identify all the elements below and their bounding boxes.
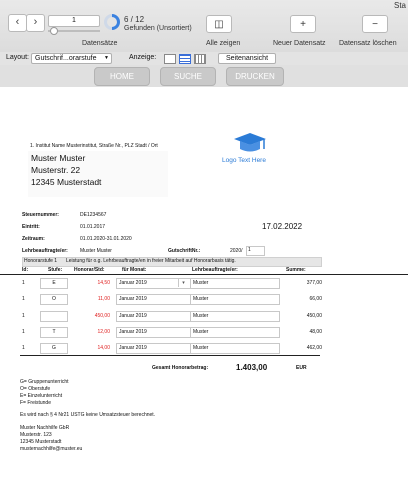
header-rate: Honorar/Std: <box>74 267 105 273</box>
record-slider[interactable] <box>48 30 100 32</box>
footer-line: musternachhilfe@muster.eu <box>20 446 83 452</box>
recipient-city: 12345 Musterstadt <box>31 177 102 187</box>
row-rate[interactable]: 12,00 <box>97 329 110 335</box>
delete-record-button[interactable] <box>362 15 388 33</box>
show-all-button[interactable] <box>206 15 232 33</box>
row-sum: 66,00 <box>309 296 322 302</box>
header-divider <box>0 274 408 275</box>
total-label: Gesamt Honorarbetrag: <box>152 365 209 371</box>
header-month: für Monat: <box>122 267 147 273</box>
row-teacher[interactable]: Muster <box>190 294 280 305</box>
row-id: 1 <box>22 345 25 351</box>
sender-line: 1. Institut Name Musterinstitut, Straße Nr., PLZ Stadt / Ort <box>30 143 158 149</box>
teacher-value: Muster Muster <box>80 248 112 254</box>
recipient-street: Musterstr. 22 <box>31 165 81 175</box>
next-record-button[interactable]: › <box>26 14 45 32</box>
row-rate[interactable]: 14,00 <box>97 345 110 351</box>
toolbar <box>0 0 408 53</box>
row-sum: 48,00 <box>309 329 322 335</box>
chevron-down-icon: ▼ <box>104 55 109 61</box>
tab-print[interactable]: DRUCKEN <box>226 67 284 86</box>
document-date: 17.02.2022 <box>262 222 303 231</box>
nav-bar <box>0 65 408 87</box>
layout-select-value: Gutschrif...orarstufe <box>35 55 97 62</box>
row-level[interactable]: T <box>40 327 68 338</box>
found-pie-icon <box>104 14 120 30</box>
row-month[interactable]: Januar 2019 <box>116 327 192 338</box>
table-row <box>0 311 408 323</box>
row-teacher[interactable]: Muster <box>190 327 280 338</box>
delete-record-label: Datensatz löschen <box>339 40 397 47</box>
list-view-icon[interactable] <box>179 54 191 64</box>
row-rate[interactable]: 450,00 <box>94 313 110 319</box>
header-teacher: Lehrbeauftragte/er: <box>192 267 238 273</box>
record-status: Gefunden (Unsortiert) <box>124 25 192 32</box>
graduation-cap-icon <box>220 127 280 157</box>
rate-text: Honorarstufe 1 <box>24 258 58 264</box>
total-value: 1.403,00 <box>236 363 268 372</box>
header-level: Stufe: <box>48 267 63 273</box>
layout-label: Layout: <box>6 54 29 61</box>
record-number-input[interactable]: 1 <box>48 15 100 27</box>
period-label: Zeitraum: <box>22 236 45 242</box>
row-sum: 450,00 <box>306 313 322 319</box>
new-record-label: Neuer Datensatz <box>273 40 326 47</box>
layout-bar <box>0 52 408 66</box>
credit-label: GutschriftNr.: <box>168 248 201 254</box>
row-level[interactable]: G <box>40 343 68 354</box>
tax-note: Es wird nach § 4 Nr21 USTG keine Umsatzsteuer berechnet. <box>20 412 156 418</box>
service-text: Leistung für o.g. Lehrbeauftragte/en in freier Mitarbeit auf Honorarbasis tätig. <box>66 258 236 264</box>
row-teacher[interactable]: Muster <box>190 343 280 354</box>
row-teacher[interactable]: Muster <box>190 311 280 322</box>
recipient-name: Muster Muster <box>31 153 86 163</box>
header-sum: Summe: <box>286 267 306 273</box>
logo <box>220 127 280 169</box>
logo-text: Logo Text Here <box>222 157 266 164</box>
table-row <box>0 343 408 355</box>
minus-icon: − <box>372 18 378 30</box>
tab-search[interactable]: SUCHE <box>160 67 216 86</box>
entry-label: Eintritt: <box>22 224 40 230</box>
form-view-icon[interactable] <box>164 54 176 64</box>
row-sum: 462,00 <box>306 345 322 351</box>
page-view-button[interactable]: Seitenansicht <box>218 53 276 64</box>
records-label: Datensätze <box>82 40 118 47</box>
legend-item: E= Einzelunterricht <box>20 393 63 399</box>
slider-knob[interactable] <box>50 27 58 35</box>
row-month[interactable]: Januar 2019 <box>116 343 192 354</box>
row-rate[interactable]: 11,00 <box>97 296 110 302</box>
tax-value: DE1234567 <box>80 212 107 218</box>
row-rate[interactable]: 14,50 <box>97 280 110 286</box>
row-level[interactable] <box>40 311 68 322</box>
footer-line: 12345 Musterstadt <box>20 439 62 445</box>
window-title: Sta <box>394 1 407 10</box>
table-row <box>0 327 408 339</box>
entry-value: 01.01.2017 <box>80 224 106 230</box>
prev-record-button[interactable]: ‹ <box>8 14 27 32</box>
table-bottom-divider <box>20 355 320 356</box>
currency: EUR <box>296 365 307 371</box>
row-month[interactable]: Januar 2019 <box>116 294 192 305</box>
row-level[interactable]: O <box>40 294 68 305</box>
layout-select[interactable] <box>31 53 112 64</box>
row-id: 1 <box>22 329 25 335</box>
view-label: Anzeige: <box>129 54 157 61</box>
credit-year: 2020/ <box>230 248 243 254</box>
footer-line: Muster Nachhilfe GbR <box>20 425 70 431</box>
teacher-label: Lehrbeauftragte/er: <box>22 248 68 254</box>
legend-item: G= Gruppenunterricht <box>20 379 69 385</box>
new-record-button[interactable] <box>290 15 316 33</box>
document-page <box>0 87 408 500</box>
row-teacher[interactable]: Muster <box>190 278 280 289</box>
header-id: Id: <box>22 267 29 273</box>
plus-icon: + <box>300 18 306 30</box>
tab-home[interactable]: HOME <box>94 67 150 86</box>
table-row <box>0 294 408 306</box>
record-count: 6 / 12 <box>124 15 145 24</box>
legend-item: F= Freistunde <box>20 400 51 406</box>
row-id: 1 <box>22 313 25 319</box>
table-row <box>0 278 408 290</box>
legend-item: O= Oberstufe <box>20 386 51 392</box>
credit-number-field[interactable]: 1 <box>246 246 265 256</box>
show-all-label: Alle zeigen <box>206 40 241 47</box>
row-id: 1 <box>22 280 25 286</box>
chevron-down-icon[interactable]: ▾ <box>178 279 188 287</box>
footer-line: Musterstr. 123 <box>20 432 52 438</box>
tax-label: Steuernummer: <box>22 212 59 218</box>
row-sum: 377,00 <box>306 280 322 286</box>
row-month[interactable]: Januar 2019 <box>116 311 192 322</box>
show-all-icon: ◫ <box>214 18 224 30</box>
row-level[interactable]: E <box>40 278 68 289</box>
row-month[interactable]: Januar 2019 <box>116 278 192 289</box>
period-value: 01.01.2020-31.01.2020 <box>80 236 132 242</box>
row-id: 1 <box>22 296 25 302</box>
table-view-icon[interactable] <box>194 54 206 64</box>
